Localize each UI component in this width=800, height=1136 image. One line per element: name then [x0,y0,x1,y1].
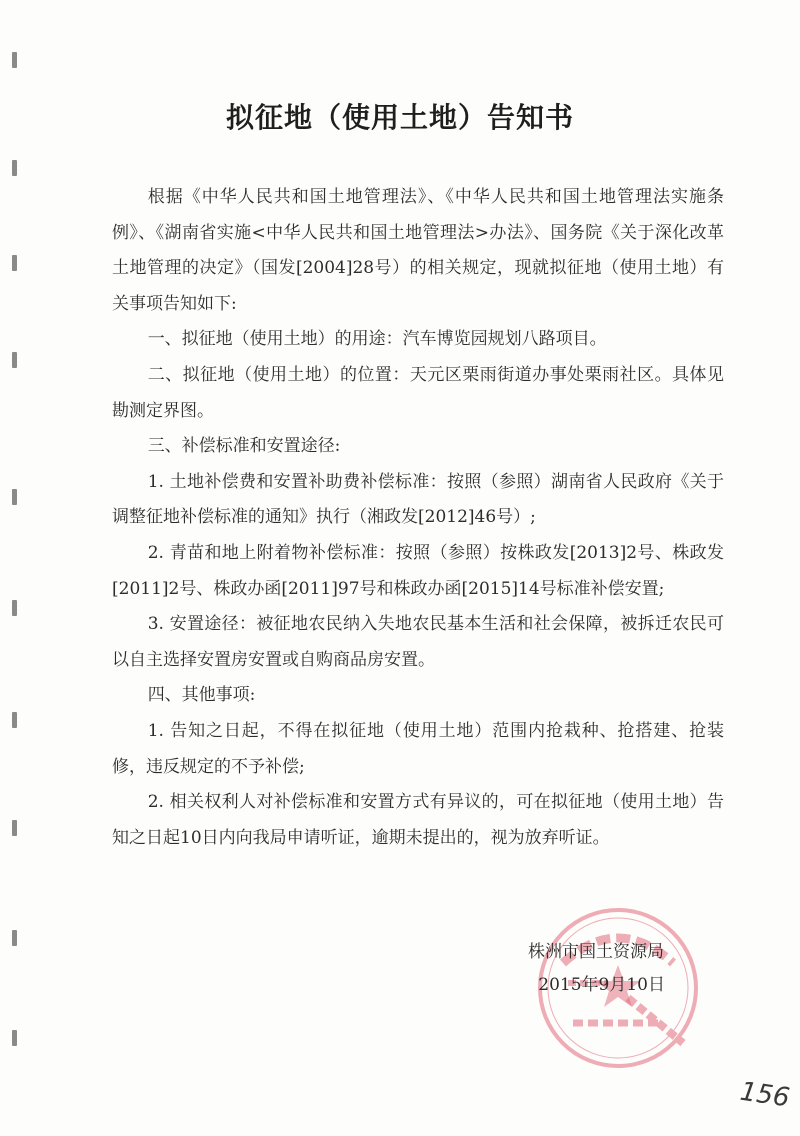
paragraph-restrictions: 1. 告知之日起，不得在拟征地（使用土地）范围内抢栽种、抢搭建、抢装修，违反规定的不予补偿; [112,720,724,777]
binding-mark [12,160,17,176]
binding-mark [12,600,17,616]
binding-mark [12,255,17,271]
paragraph-hearing: 2. 相关权利人对补偿标准和安置方式有异议的，可在拟征地（使用土地）告知之日起10日内向我局申请听证，逾期未提出的，视为放弃听证。 [112,792,724,848]
document-title: 拟征地（使用土地）告知书 [225,101,574,134]
binding-mark [12,820,17,836]
paragraph-crop-compensation: 2. 青苗和地上附着物补偿标准：按照（参照）按株政发[2013]2号、株政发[2011]2号、株政办函[2011]97号和株政办函[2015]14号标准补偿安置; [112,542,724,599]
binding-mark [12,930,17,946]
paragraph-land-compensation: 1. 土地补偿费和安置补助费补偿标准：按照（参照）湖南省人民政府《关于调整征地补偿标准的通知》执行（湘政发[2012]46号）; [112,471,724,528]
paragraph-purpose: 一、拟征地（使用土地）的用途：汽车博览园规划八路项目。 [147,329,607,350]
issue-date: 2015年9月10日 [538,975,665,995]
section-heading-other: 四、其他事项: [147,685,256,706]
binding-mark [12,52,17,68]
binding-mark [12,352,17,368]
document-body [112,180,724,856]
handwritten-page-number: 156 [738,1076,792,1114]
binding-mark [12,1030,17,1046]
issuing-authority: 株洲市国土资源局 [528,942,664,962]
paragraph-location: 二、拟征地（使用土地）的位置：天元区栗雨街道办事处栗雨社区。具体见勘测定界图。 [112,364,724,421]
section-heading-compensation: 三、补偿标准和安置途径: [147,436,341,457]
paragraph-legal-basis: 根据《中华人民共和国土地管理法》、《中华人民共和国土地管理法实施条例》、《湖南省实施<中华人民共和国土地管理法>办法》、国务院《关于深化改革土地管理的决定》（国发[2004]28号）的相关规定，现就拟征地（使用土地）有关事项告知如下: [112,187,724,314]
paragraph-resettlement: 3. 安置途径：被征地农民纳入失地农民基本生活和社会保障，被拆迁农民可以自主选择安置房安置或自购商品房安置。 [112,614,724,670]
binding-mark [12,489,17,505]
binding-mark [12,712,17,728]
